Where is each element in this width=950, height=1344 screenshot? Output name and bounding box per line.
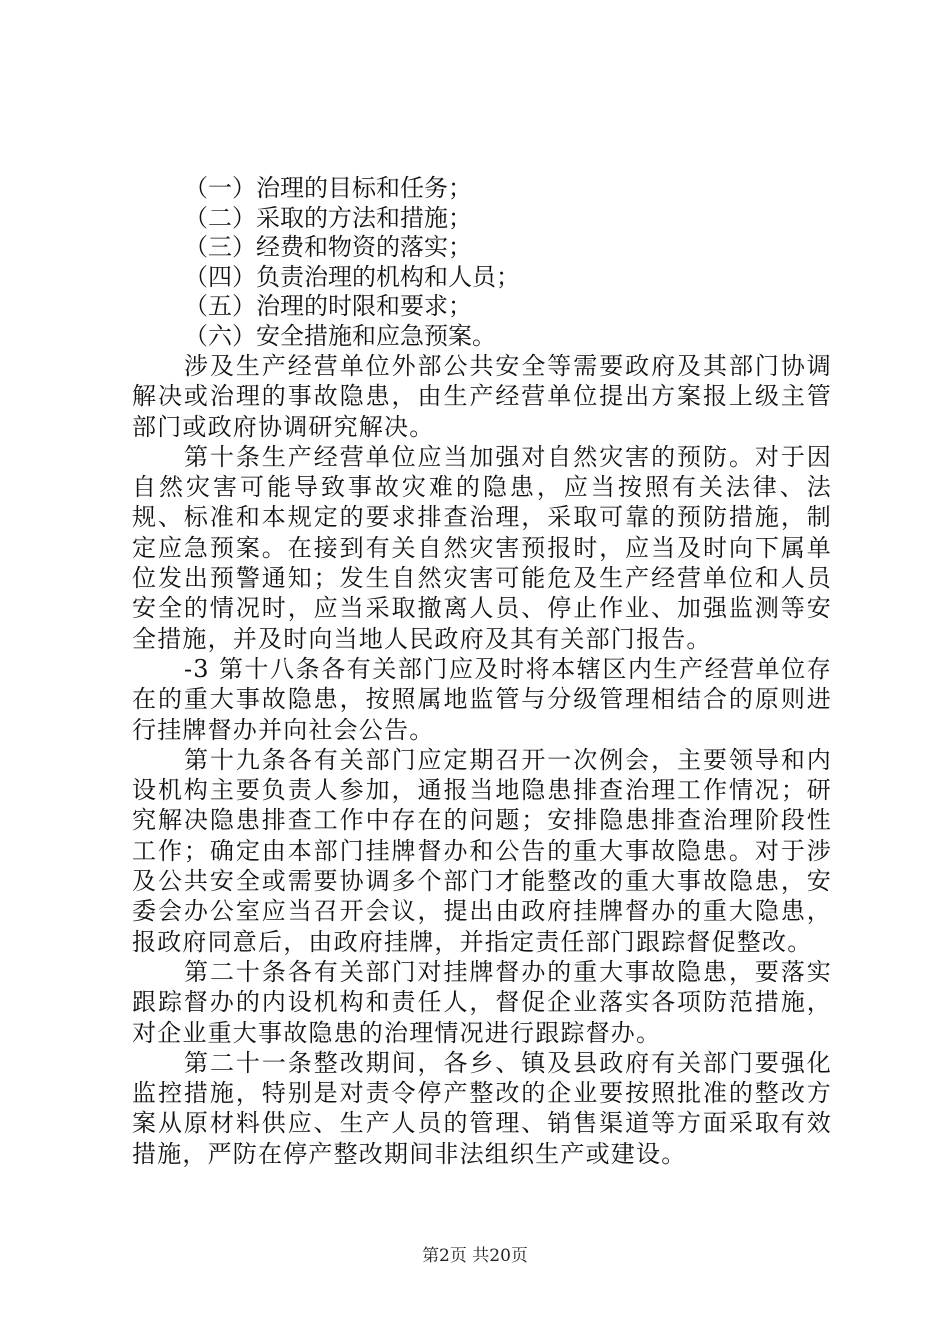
paragraph-article-18: -3 第十八条各有关部门应及时将本辖区内生产经营单位存在的重大事故隐患，按照属地监管与分级管理相结合的原则进行挂牌督办并向社会公告。: [132, 654, 832, 744]
paragraph-article-10: 第十条生产经营单位应当加强对自然灾害的预防。对于因自然灾害可能导致事故灾难的隐患，应当按照有关法律、法规、标准和本规定的要求排查治理，采取可靠的预防措施，制定应急预案。在接到有关自然灾害预报时，应当及时向下属单位发出预警通知；发生自然灾害可能危及生产经营单位和人员安全的情况时，应当采取撤离人员、停止作业、加强监测等安全措施，并及时向当地人民政府及其有关部门报告。: [132, 442, 832, 653]
document-body: [132, 174, 832, 1169]
list-item: （三）经费和物资的落实；: [184, 233, 472, 261]
paragraph-article-20: 第二十条各有关部门对挂牌督办的重大事故隐患，要落实跟踪督办的内设机构和责任人，督促企业落实各项防范措施，对企业重大事故隐患的治理情况进行跟踪督办。: [132, 957, 832, 1047]
list-item: （四）负责治理的机构和人员；: [184, 262, 520, 291]
page-footer: 第2页 共20页: [422, 1246, 528, 1266]
paragraph-public-safety: 涉及生产经营单位外部公共安全等需要政府及其部门协调解决或治理的事故隐患，由生产经营单位提出方案报上级主管部门或政府协调研究解决。: [132, 352, 832, 441]
paragraph-article-21: 第二十一条整改期间，各乡、镇及县政府有关部门要强化监控措施，特别是对责令停产整改的企业要按照批准的整改方案从原材料供应、生产人员的管理、销售渠道等方面采取有效措施，严防在停产整改期间非法组织生产或建设。: [132, 1048, 832, 1168]
list-item: （二）采取的方法和措施；: [184, 203, 472, 232]
list-item: （六）安全措施和应急预案。: [184, 321, 496, 350]
list-item: （一）治理的目标和任务；: [184, 174, 472, 202]
list-item: （五）治理的时限和要求；: [184, 292, 472, 320]
paragraph-article-19: 第十九条各有关部门应定期召开一次例会，主要领导和内设机构主要负责人参加，通报当地隐患排查治理工作情况；研究解决隐患排查工作中存在的问题；安排隐患排查治理阶段性工作；确定由本部门挂牌督办和公告的重大事故隐患。对于涉及公共安全或需要协调多个部门才能整改的重大事故隐患，安委会办公室应当召开会议，提出由政府挂牌督办的重大隐患，报政府同意后，由政府挂牌，并指定责任部门跟踪督促整改。: [132, 745, 832, 956]
